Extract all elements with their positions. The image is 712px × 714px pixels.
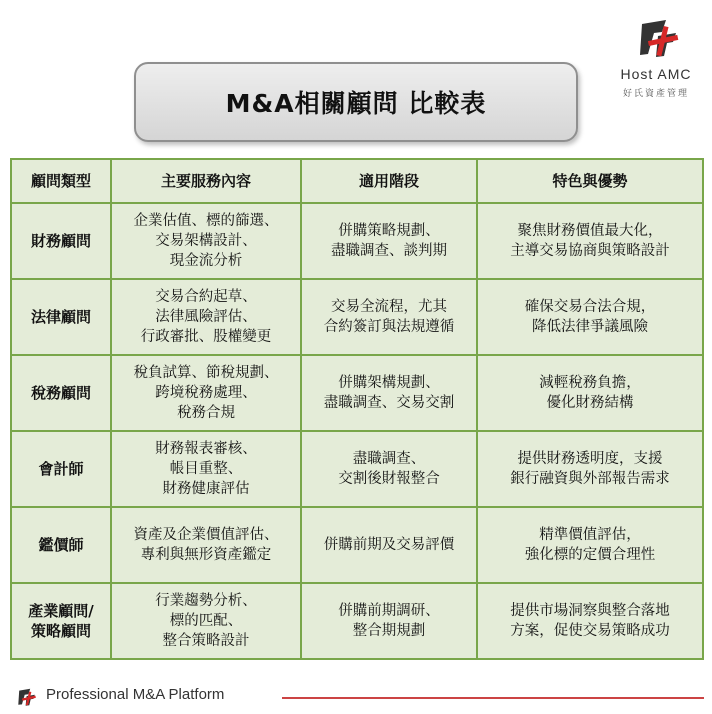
cell-type [11, 355, 111, 431]
cell-line: 稅負試算、節稅規劃、 [133, 365, 279, 381]
cell-stage [301, 203, 477, 279]
cell-line: 優化財務結構 [546, 395, 634, 411]
table-row [11, 203, 703, 279]
cell-line: 財務顧問 [30, 232, 91, 250]
cell-line: 合約簽訂與法規遵循 [323, 319, 455, 335]
cell-line: 行業趨勢分析、 [155, 593, 257, 609]
cell-line: 銀行融資與外部報告需求 [510, 471, 670, 487]
cell-line: 產業顧問/ [28, 602, 94, 620]
cell-stage [301, 583, 477, 659]
cell-line: 行政審批、股權變更 [140, 329, 272, 345]
table-row [11, 583, 703, 659]
cell-line: 標的匹配、 [169, 613, 243, 629]
cell-stage [301, 507, 477, 583]
cell-line: 法律風險評估、 [155, 309, 257, 325]
footer-tagline: Professional M&A Platform [46, 686, 225, 703]
cell-advantage [477, 355, 703, 431]
cell-line: 帳目重整、 [169, 461, 243, 477]
cell-line: 方案，促使交易策略成功 [510, 623, 670, 639]
cell-line: 併購前期調研、 [338, 603, 440, 619]
cell-services [111, 355, 301, 431]
cell-line: 鑑價師 [38, 536, 84, 554]
page-title [134, 62, 578, 142]
cell-line: 財務健康評估 [162, 481, 250, 497]
cell-line: 整合策略設計 [162, 633, 250, 649]
cell-stage [301, 355, 477, 431]
cell-line: 提供財務透明度，支援 [517, 451, 663, 467]
cell-line: 盡職調查、 [352, 451, 426, 467]
comparison-table [10, 158, 704, 660]
cell-advantage [477, 583, 703, 659]
cell-line: 資產及企業價值評估、 [133, 527, 279, 543]
table-header-row [11, 159, 703, 203]
cell-line: 現金流分析 [169, 253, 243, 269]
cell-line: 盡職調查、交易交割 [323, 395, 455, 411]
header-cell-services: 主要服務內容 [111, 159, 301, 203]
cell-line: 併購架構規劃、 [338, 375, 440, 391]
cell-line: 專利與無形資產鑑定 [140, 547, 272, 563]
cell-advantage [477, 203, 703, 279]
cell-line: 交易架構設計、 [155, 233, 257, 249]
cell-services [111, 203, 301, 279]
cell-line: 財務報表審核、 [155, 441, 257, 457]
cell-line: 整合期規劃 [352, 623, 426, 639]
table-row [11, 431, 703, 507]
cell-line: 聚焦財務價值最大化， [517, 223, 663, 239]
cell-line: 強化標的定價合理性 [524, 547, 656, 563]
cell-line: 交割後財報整合 [338, 471, 440, 487]
table-row [11, 279, 703, 355]
footer-logo-icon [14, 686, 40, 708]
brand-subtitle: 好氏資產管理 [622, 89, 689, 99]
brand-name: Host AMC [620, 66, 692, 82]
cell-line: 稅務合規 [177, 405, 235, 421]
host-amc-logo-icon [636, 14, 682, 62]
cell-services [111, 583, 301, 659]
cell-line: 降低法律爭議風險 [532, 319, 648, 335]
cell-line: 減輕稅務負擔， [539, 375, 641, 391]
header-cell-type: 顧問類型 [11, 159, 111, 203]
cell-line: 確保交易合法合規， [524, 299, 656, 315]
cell-line: 交易全流程，尤其 [331, 299, 447, 315]
cell-line: 併購策略規劃、 [338, 223, 440, 239]
cell-line: 跨境稅務處理、 [155, 385, 257, 401]
cell-type [11, 431, 111, 507]
cell-advantage [477, 431, 703, 507]
cell-line: 盡職調查、談判期 [331, 243, 447, 259]
cell-line: 法律顧問 [30, 308, 91, 326]
cell-services [111, 507, 301, 583]
cell-stage [301, 431, 477, 507]
cell-line: 稅務顧問 [30, 384, 91, 402]
cell-line: 併購前期及交易評價 [323, 537, 455, 553]
cell-line: 提供市場洞察與整合落地 [510, 603, 670, 619]
table-row [11, 507, 703, 583]
cell-services [111, 431, 301, 507]
cell-line: 精準價值評估， [539, 527, 641, 543]
table-row [11, 355, 703, 431]
cell-services [111, 279, 301, 355]
footer-divider [282, 697, 704, 699]
cell-type [11, 507, 111, 583]
cell-line: 企業估值、標的篩選、 [133, 213, 279, 229]
cell-line: 策略顧問 [30, 622, 91, 640]
cell-type [11, 279, 111, 355]
table-body [11, 203, 703, 659]
cell-stage [301, 279, 477, 355]
cell-advantage [477, 507, 703, 583]
cell-line: 交易合約起草、 [155, 289, 257, 305]
cell-advantage [477, 279, 703, 355]
header-cell-advantage: 特色與優勢 [477, 159, 703, 203]
cell-line: 會計師 [38, 460, 84, 478]
cell-line: 主導交易協商與策略設計 [510, 243, 670, 259]
header-cell-stage: 適用階段 [301, 159, 477, 203]
page-title-text: M&A相關顧問 比較表 [225, 89, 487, 118]
cell-type [11, 583, 111, 659]
cell-type [11, 203, 111, 279]
